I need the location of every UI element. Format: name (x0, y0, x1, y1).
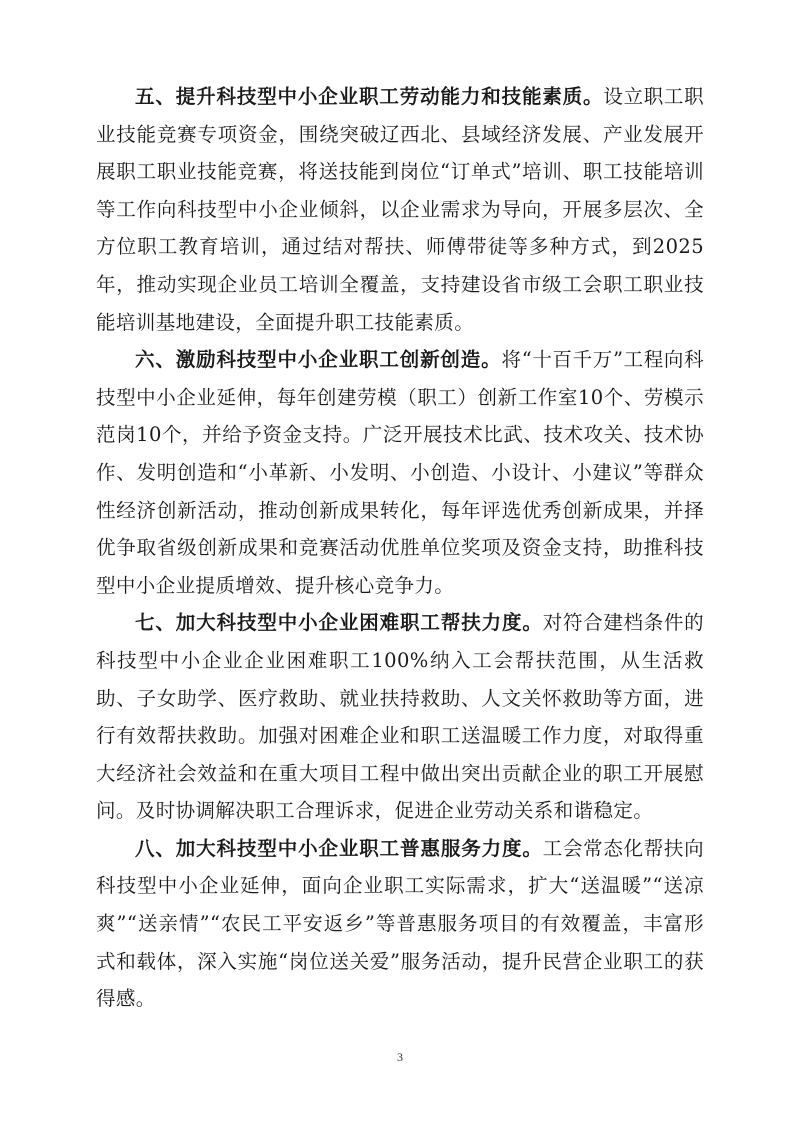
section-text: 工会常态化帮扶向科技型中小企业延伸，面向企业职工实际需求，扩大“送温暖”“送凉爽”“送亲情”“农民工平安返乡”等普惠服务项目的有效覆盖，丰富形式和载体，深入实施“岗位送关爱”服务活动，提升民营企业职工的获得感。 (96, 836, 704, 1011)
section-heading: 六、激励科技型中小企业职工创新创造。 (135, 348, 502, 372)
section-heading: 八、加大科技型中小企业职工普惠服务力度。 (135, 836, 543, 860)
paragraph-section-8 (96, 830, 704, 1018)
paragraph-section-5 (96, 78, 704, 341)
page-number: 3 (397, 1050, 403, 1064)
section-heading: 五、提升科技型中小企业职工劳动能力和技能素质。 (135, 85, 604, 108)
section-text: 设立职工职业技能竞赛专项资金，围绕突破辽西北、县域经济发展、产业发展开展职工职业技能竞赛，将送技能到岗位“订单式”培训、职工技能培训等工作向科技型中小企业倾斜，以企业需求为导向，开展多层次、全方位职工教育培训，通过结对帮扶、师傅带徒等多种方式，到2025年，推动实现企业员工培训全覆盖，支持建设省市级工会职工职业技能培训基地建设，全面提升职工技能素质。 (96, 85, 704, 334)
section-heading: 七、加大科技型中小企业困难职工帮扶力度。 (135, 611, 543, 635)
section-text: 将“十百千万”工程向科技型中小企业延伸，每年创建劳模（职工）创新工作室10个、劳模示范岗10个，并给予资金支持。广泛开展技术比武、技术攻关、技术协作、发明创造和“小革新、小发明、小创造、小设计、小建议”等群众性经济创新活动，推动创新成果转化，每年评选优秀创新成果，并择优争取省级创新成果和竞赛活动优胜单位奖项及资金支持，助推科技型中小企业提质增效、提升核心竞争力。 (96, 348, 704, 597)
paragraph-section-6 (96, 341, 704, 604)
paragraph-section-7 (96, 604, 704, 830)
section-text: 对符合建档条件的科技型中小企业企业困难职工100%纳入工会帮扶范围，从生活救助、子女助学、医疗救助、就业扶持救助、人文关怀救助等方面，进行有效帮扶救助。加强对困难企业和职工送温暖工作力度，对取得重大经济社会效益和在重大项目工程中做出突出贡献企业的职工开展慰问。及时协调解决职工合理诉求，促进企业劳动关系和谐稳定。 (96, 611, 704, 823)
document-body (96, 78, 704, 1018)
